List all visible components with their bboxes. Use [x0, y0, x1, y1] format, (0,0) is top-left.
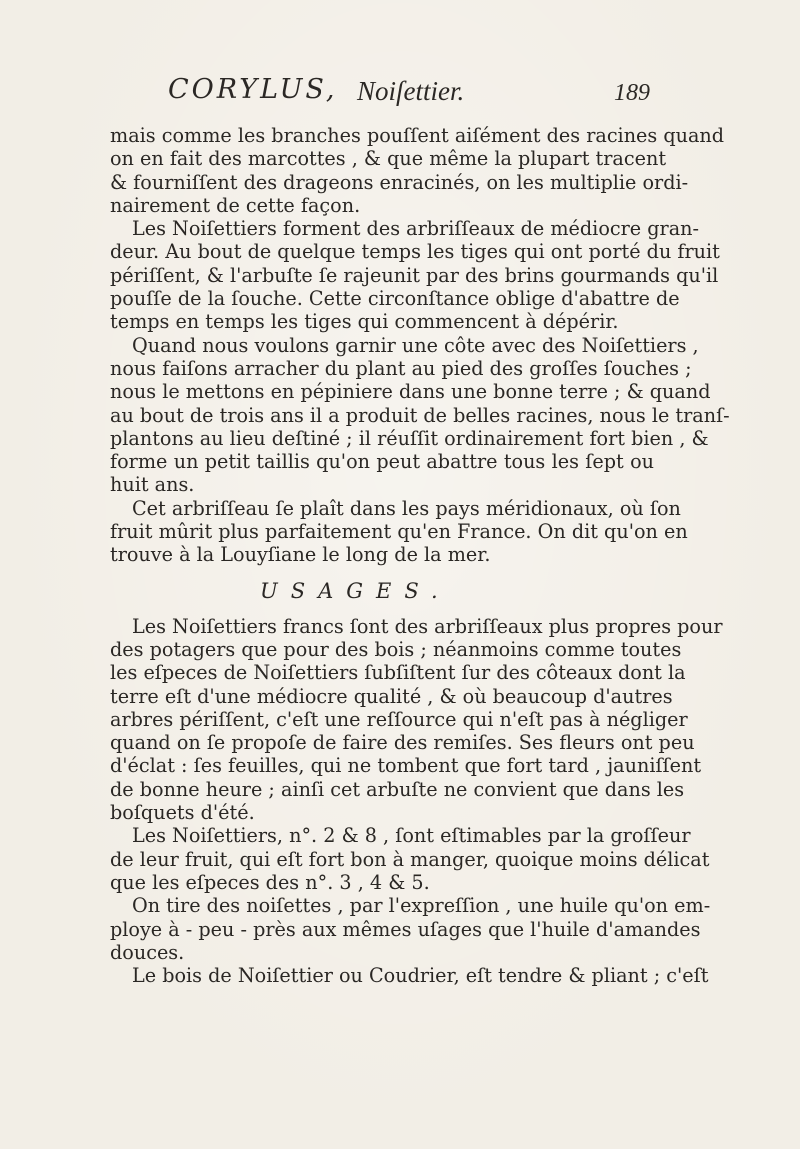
text-line: Le bois de Noiſettier ou Coudrier, eſt tendre & pliant ; c'eſt [132, 964, 709, 988]
text-line: Les Noiſettiers, n°. 2 & 8 , ſont eſtimables par la groſſeur [132, 824, 691, 848]
text-line: au bout de trois ans il a produit de belles racines, nous le tranſ- [110, 403, 730, 427]
text-line: & fourniſſent des drageons enracinés, on les multiplie ordi- [110, 170, 689, 194]
text-line: trouve à la Louyſiane le long de la mer. [110, 543, 491, 567]
text-line: huit ans. [110, 473, 195, 497]
section-heading: USAGES. [260, 578, 451, 603]
text-line: fruit mûrit plus parfaitement qu'en France. On dit qu'on en [110, 520, 688, 544]
text-line: Cet arbriſſeau ſe plaît dans les pays méridionaux, où ſon [132, 496, 681, 520]
paragraph [110, 124, 725, 217]
text-line: des potagers que pour des bois ; néanmoins comme toutes [110, 637, 682, 661]
paragraph [110, 217, 720, 334]
paragraph [110, 824, 710, 894]
text-line: quand on ſe propoſe de faire des remiſes. Ses fleurs ont peu [110, 731, 695, 755]
text-line: terre eſt d'une médiocre qualité , & où beaucoup d'autres [110, 684, 673, 708]
paragraph [110, 894, 711, 964]
body-text [110, 124, 730, 988]
running-head-subtitle: Noiſettier. [357, 76, 465, 106]
text-line: On tire des noiſettes , par l'expreſſion , une huile qu'on em- [132, 894, 711, 918]
text-line: Les Noiſettiers francs ſont des arbriſſeaux plus propres pour [132, 614, 723, 638]
paragraph [110, 496, 688, 567]
text-line: de bonne heure ; ainſi cet arbuſte ne convient que dans les [110, 777, 685, 801]
text-line: nairement de cette façon. [110, 193, 361, 217]
paragraph [110, 964, 709, 988]
text-line: pouſſe de la ſouche. Cette circonſtance oblige d'abattre de [110, 287, 680, 311]
text-line: ploye à - peu - près aux mêmes uſages que l'huile d'amandes [110, 917, 701, 941]
text-line: nous faiſons arracher du plant au pied des groſſes ſouches ; [110, 356, 692, 380]
running-head [168, 74, 652, 122]
running-head-title: CORYLUS, [168, 74, 338, 105]
text-line: que les eſpeces des n°. 3 , 4 & 5. [110, 870, 430, 894]
text-line: forme un petit taillis qu'on peut abattre tous les ſept ou [110, 450, 654, 474]
paragraph [110, 614, 723, 825]
text-line: nous le mettons en pépiniere dans une bonne terre ; & quand [110, 380, 711, 404]
text-line: périſſent, & l'arbuſte ſe rajeunit par des brins gourmands qu'il [110, 263, 719, 287]
text-line: temps en temps les tiges qui commencent à dépérir. [110, 310, 619, 334]
text-line: les eſpeces de Noiſettiers ſubſiſtent ſur des côteaux dont la [110, 661, 686, 685]
text-line: de leur fruit, qui eſt fort bon à manger, quoique moins délicat [110, 847, 710, 871]
text-line: Quand nous voulons garnir une côte avec des Noiſettiers , [132, 333, 699, 357]
text-line: Les Noiſettiers forment des arbriſſeaux de médiocre gran- [132, 217, 699, 241]
paragraph [110, 333, 730, 497]
text-line: deur. Au bout de quelque temps les tiges qui ont porté du fruit [110, 240, 720, 264]
text-line: mais comme les branches pouſſent aiſément des racines quand [110, 124, 725, 147]
page-number: 189 [614, 80, 650, 106]
text-line: on en fait des marcottes , & que même la plupart tracent [110, 147, 667, 171]
text-line: d'éclat : ſes feuilles, qui ne tombent que fort tard , jauniſſent [110, 754, 702, 778]
text-line: boſquets d'été. [110, 801, 255, 825]
text-line: douces. [110, 940, 185, 964]
text-line: plantons au lieu deſtiné ; il réuſſit ordinairement fort bien , & [110, 426, 709, 450]
text-line: arbres périſſent, c'eſt une reſſource qui n'eſt pas à négliger [110, 707, 688, 731]
